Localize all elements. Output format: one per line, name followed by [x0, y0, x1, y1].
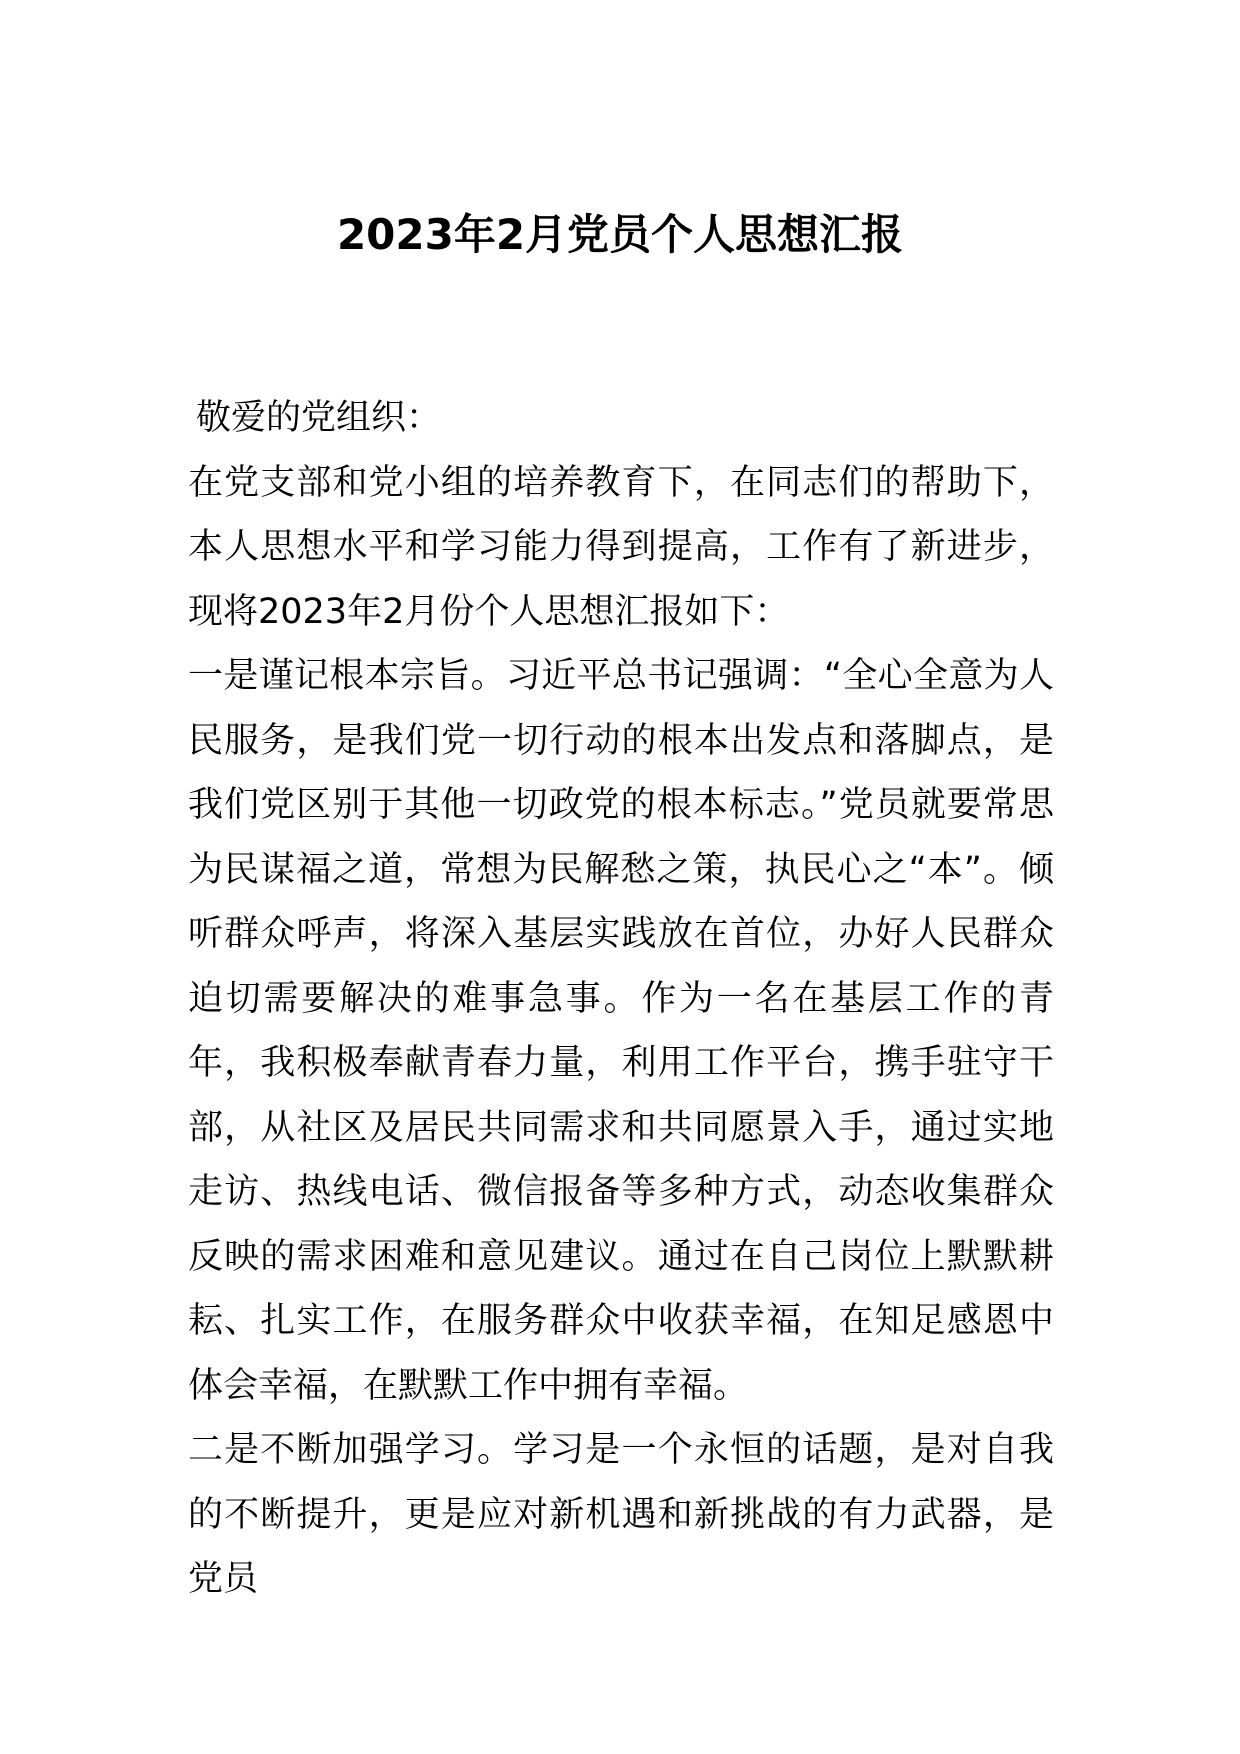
document-title: 2023年2月党员个人思想汇报	[336, 210, 904, 259]
paragraph-point-two: 二是不断加强学习。学习是一个永恒的话题，是对自我的不断提升，更是应对新机遇和新挑战的有力武器，是党员	[188, 1430, 1054, 1599]
paragraph-point-one: 一是谨记根本宗旨。习近平总书记强调：“全心全意为人民服务，是我们党一切行动的根本出发点和落脚点，是我们党区别于其他一切政党的根本标志。”党员就要常思为民谋福之道，常想为民解愁之策，执民心之“本”。倾听群众呼声，将深入基层实践放在首位，办好人民群众迫切需要解决的难事急事。作为一名在基层工作的青年，我积极奉献青春力量，利用工作平台，携手驻守干部，从社区及居民共同需求和共同愿景入手，通过实地走访、热线电话、微信报备等多种方式，动态收集群众反映的需求困难和意见建议。通过在自己岗位上默默耕耘、扎实工作，在服务群众中收获幸福，在知足感恩中体会幸福，在默默工作中拥有幸福。	[188, 656, 1054, 1406]
salutation: 敬爱的党组织：	[196, 398, 442, 438]
paragraph-intro: 在党支部和党小组的培养教育下，在同志们的帮助下，本人思想水平和学习能力得到提高，工作有了新进步，现将2023年2月份个人思想汇报如下：	[188, 462, 1054, 632]
document-body	[188, 386, 1054, 1612]
